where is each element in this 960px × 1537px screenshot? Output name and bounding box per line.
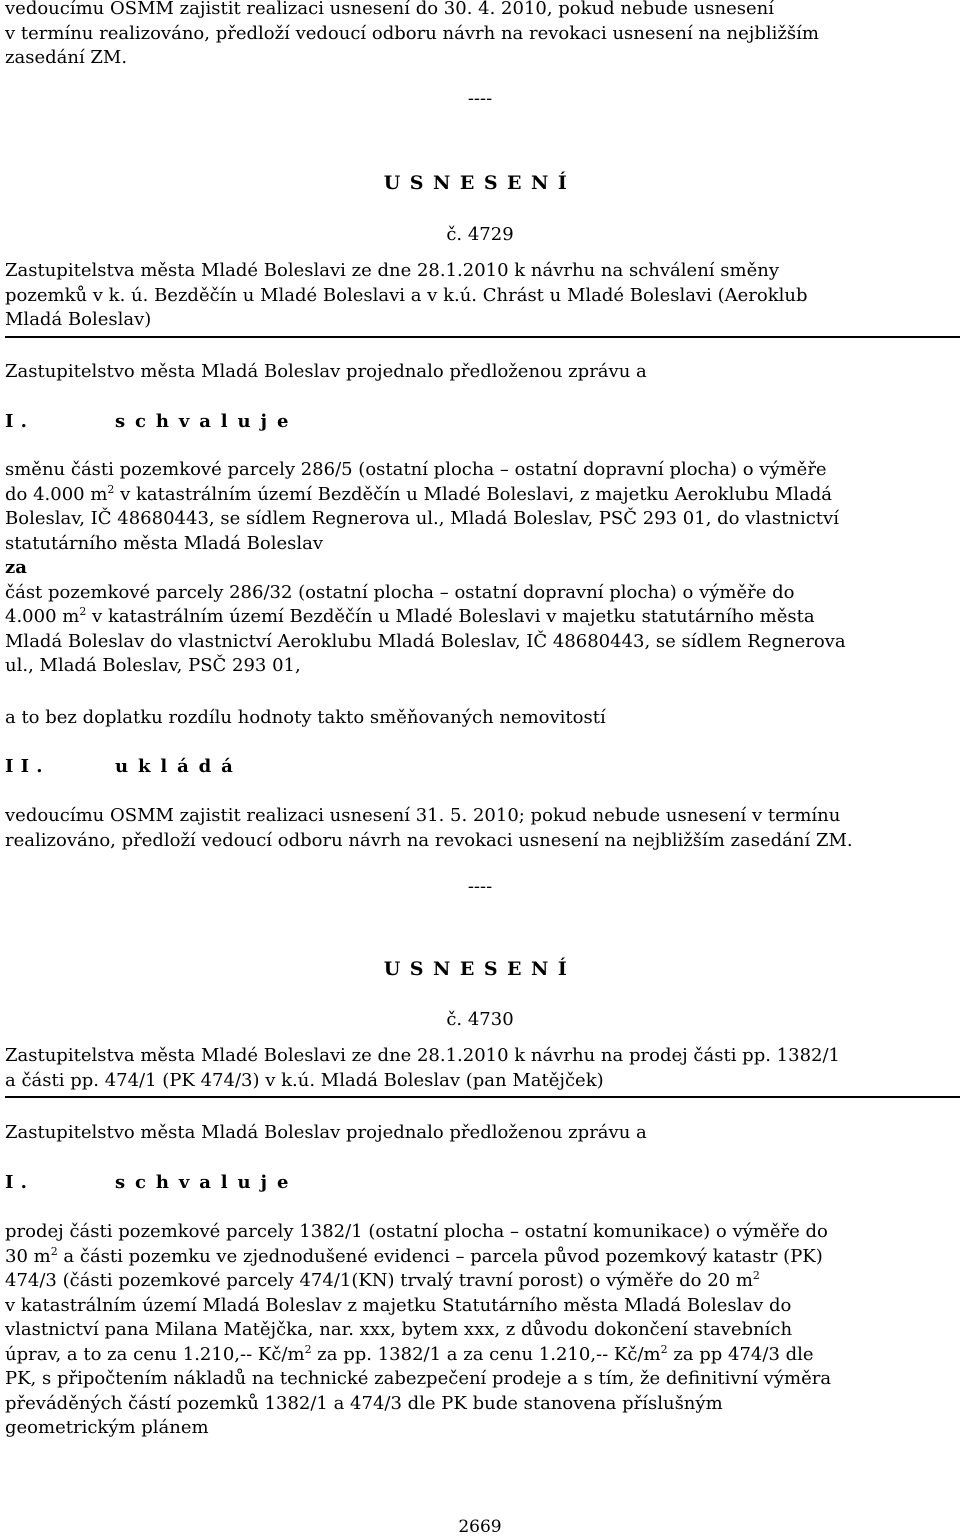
resolution-title: Zastupitelstva města Mladé Boleslavi ze dne 28.1.2010 k návrhu na schválení směny bbox=[5, 260, 779, 281]
resolution-title: Zastupitelstva města Mladé Boleslavi ze dne 28.1.2010 k návrhu na prodej části pp. 1382/1 bbox=[5, 1045, 840, 1066]
divider bbox=[5, 336, 960, 338]
section-schvaluje bbox=[5, 411, 955, 432]
resolution-number: č. 4729 bbox=[446, 224, 514, 245]
resolution-number: č. 4730 bbox=[446, 1009, 514, 1030]
section-schvaluje bbox=[5, 1172, 955, 1193]
section-verb: schvaluje bbox=[115, 411, 299, 432]
section-number: II. bbox=[5, 756, 50, 777]
intro-text: Zastupitelstvo města Mladá Boleslav projednalo předloženou zprávu a bbox=[5, 361, 647, 382]
body-text: Mladá Boleslav do vlastnictví Aeroklubu Mladá Boleslav, IČ 48680443, se sídlem Regnerova bbox=[5, 630, 846, 652]
body-text: geometrickým plánem bbox=[5, 1417, 209, 1438]
separator: ---- bbox=[467, 876, 493, 897]
task-text: vedoucímu OSMM zajistit realizaci usnesení 31. 5. 2010; pokud nebude usnesení v termínu bbox=[5, 805, 841, 826]
divider bbox=[5, 1096, 960, 1098]
body-text: do 4.000 $m^2$ v katastrálním území Bezděčín u Mladé Boleslavi, z majetku Aeroklubu Mladá bbox=[5, 482, 833, 505]
body-text: směnu části pozemkové parcely 286/5 (ostatní plocha – ostatní dopravní plocha) o výměře bbox=[5, 459, 827, 480]
separator: ---- bbox=[467, 88, 493, 109]
body-text: ul., Mladá Boleslav, PSČ 293 01, bbox=[5, 655, 301, 676]
body-text: a to bez doplatku rozdílu hodnoty takto směňovaných nemovitostí bbox=[5, 707, 606, 728]
body-text: vlastnictví pana Milana Matějčka, nar. xxx, bytem xxx, z důvodu dokončení stavebních bbox=[5, 1319, 793, 1340]
body-text: úprav, a to za cenu 1.210,-- $Kč/m^2$ za pp. 1382/1 a za cenu 1.210,-- $Kč/m^2$ za pp 474/3 dle bbox=[5, 1342, 814, 1365]
page-number: 2669 bbox=[458, 1517, 502, 1537]
body-text: prodej části pozemkové parcely 1382/1 (ostatní plocha – ostatní komunikace) o výměře do bbox=[5, 1221, 828, 1242]
text-line: v termínu realizováno, předloží vedoucí odboru návrh na revokaci usnesení na nejbližším bbox=[5, 22, 819, 44]
resolution-title: Mladá Boleslav) bbox=[5, 309, 152, 330]
body-text: převáděných částí pozemků 1382/1 a 474/3 dle PK bude stanovena příslušným bbox=[5, 1392, 723, 1414]
resolution-heading: USNESENÍ bbox=[383, 172, 577, 194]
section-verb: schvaluje bbox=[115, 1172, 299, 1193]
body-text: 30 $m^2$ a části pozemku ve zjednodušené evidenci – parcela původ pozemkový katastr (PK) bbox=[5, 1244, 823, 1267]
section-number: I. bbox=[5, 411, 35, 432]
task-text: realizováno, předloží vedoucí odboru návrh na revokaci usnesení na nejbližším zasedání ZM. bbox=[5, 829, 853, 851]
body-text: 4.000 $m^2$ v katastrálním území Bezděčín u Mladé Boleslavi v majetku statutárního města bbox=[5, 605, 815, 627]
body-text: statutárního města Mladá Boleslav bbox=[5, 532, 324, 554]
body-text: PK, s připočtením nákladů na technické zabezpečení prodeje a s tím, že definitivní výměra bbox=[5, 1368, 832, 1389]
resolution-title: pozemků v k. ú. Bezděčín u Mladé Boleslavi a v k.ú. Chrást u Mladé Boleslavi (Aeroklub bbox=[5, 284, 808, 306]
section-verb: ukládá bbox=[115, 756, 243, 777]
section-number: I. bbox=[5, 1172, 35, 1193]
resolution-heading: USNESENÍ bbox=[383, 958, 577, 980]
body-text: v katastrálním území Mladá Boleslav z majetku Statutárního města Mladá Boleslav do bbox=[5, 1294, 792, 1316]
text-line: zasedání ZM. bbox=[5, 47, 128, 68]
body-text: 474/3 (části pozemkové parcely 474/1(KN) trvalý travní porost) o výměře do 20 $m^2$ bbox=[5, 1269, 760, 1291]
section-uklada bbox=[5, 756, 955, 777]
za-label: za bbox=[5, 557, 27, 578]
body-text: Boleslav, IČ 48680443, se sídlem Regnerova ul., Mladá Boleslav, PSČ 293 01, do vlastnictví bbox=[5, 508, 839, 529]
intro-text: Zastupitelstvo města Mladá Boleslav projednalo předloženou zprávu a bbox=[5, 1122, 647, 1143]
text-line: vedoucímu OSMM zajistit realizaci usnesení do 30. 4. 2010, pokud nebude usnesení bbox=[5, 0, 774, 19]
resolution-title: a části pp. 474/1 (PK 474/3) v k.ú. Mladá Boleslav (pan Matějček) bbox=[5, 1069, 604, 1091]
body-text: část pozemkové parcely 286/32 (ostatní plocha – ostatní dopravní plocha) o výměře do bbox=[5, 581, 795, 603]
